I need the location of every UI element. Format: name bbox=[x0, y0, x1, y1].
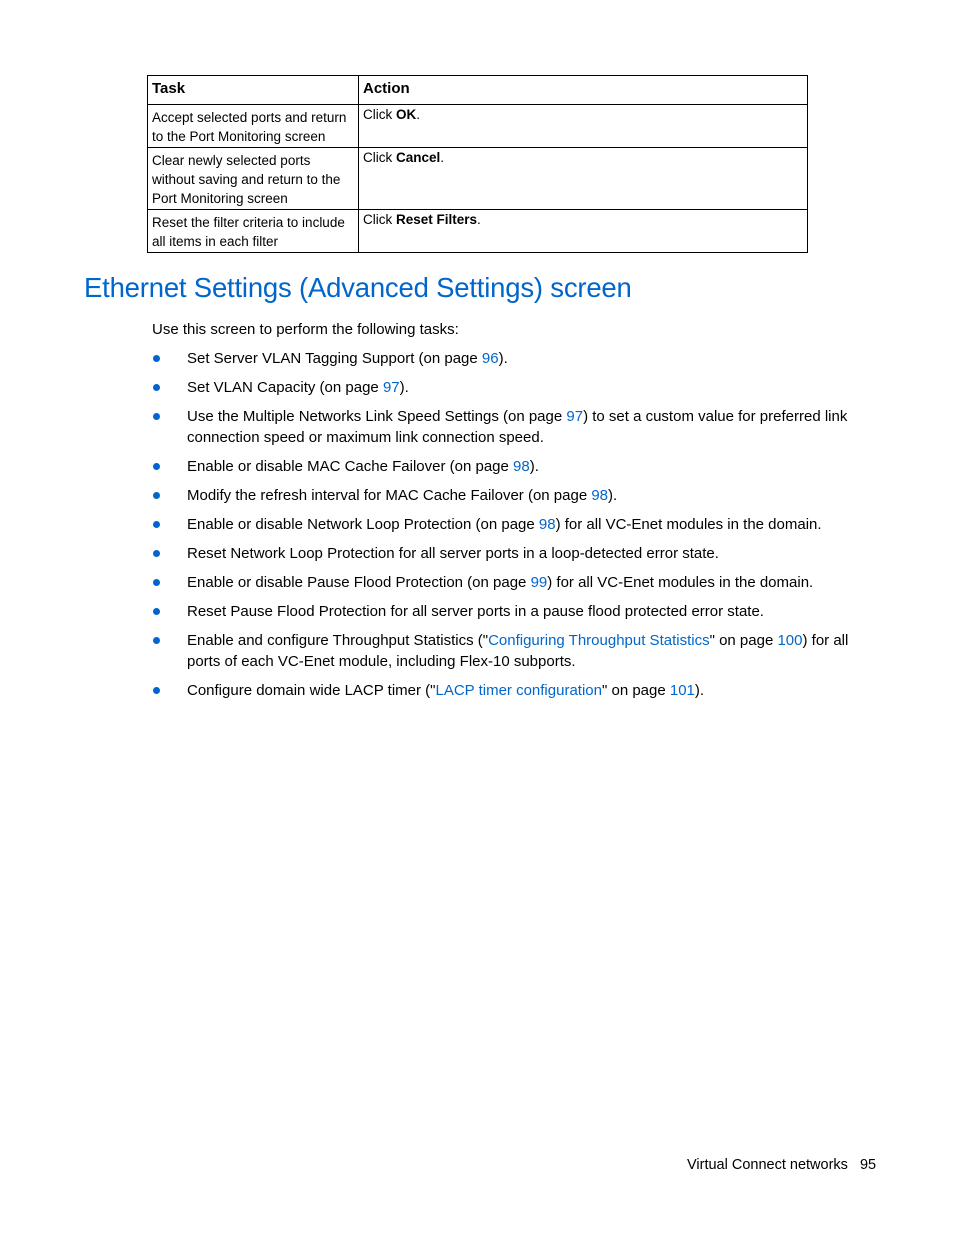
list-item bbox=[152, 680, 872, 701]
table-row bbox=[148, 148, 808, 210]
task-list bbox=[152, 348, 872, 709]
item-text: ) for all VC-Enet modules in the domain. bbox=[555, 516, 822, 533]
list-item bbox=[152, 630, 872, 672]
list-item bbox=[152, 601, 872, 622]
page-link[interactable]: 98 bbox=[591, 487, 609, 504]
item-text: Reset Pause Flood Protection for all server ports in a pause flood protected error state. bbox=[187, 603, 764, 620]
task-cell: Reset the filter criteria to include all items in each filter bbox=[148, 210, 359, 253]
item-text: Modify the refresh interval for MAC Cache Failover (on page bbox=[187, 487, 592, 504]
topic-link[interactable]: LACP timer configuration bbox=[435, 682, 602, 699]
bullet-icon bbox=[153, 550, 160, 557]
bullet-icon bbox=[153, 355, 160, 362]
item-text: Configure domain wide LACP timer (" bbox=[187, 682, 436, 699]
page-link[interactable]: 97 bbox=[566, 408, 584, 425]
item-text: ) for all ports of each VC-Enet module, including Flex-10 subports. bbox=[187, 632, 849, 670]
bullet-icon bbox=[153, 492, 160, 499]
action-button-name: Reset Filters bbox=[396, 212, 478, 227]
page-link[interactable]: 99 bbox=[530, 574, 548, 591]
list-item bbox=[152, 456, 872, 477]
list-item bbox=[152, 572, 872, 593]
task-action-table bbox=[147, 75, 808, 253]
task-cell: Clear newly selected ports without saving and return to the Port Monitoring screen bbox=[148, 148, 359, 210]
item-text: ). bbox=[529, 458, 539, 475]
item-text: Enable or disable Network Loop Protection (on page bbox=[187, 516, 539, 533]
item-text: ). bbox=[608, 487, 618, 504]
page-link[interactable]: 100 bbox=[777, 632, 803, 649]
item-text: Set VLAN Capacity (on page bbox=[187, 379, 383, 396]
bullet-icon bbox=[153, 521, 160, 528]
action-cell bbox=[359, 210, 808, 253]
action-suffix: . bbox=[477, 212, 481, 227]
action-prefix: Click bbox=[363, 212, 396, 227]
table-row bbox=[148, 105, 808, 148]
task-cell: Accept selected ports and return to the Port Monitoring screen bbox=[148, 105, 359, 148]
item-text: " on page bbox=[601, 682, 670, 699]
section-title: Ethernet Settings (Advanced Settings) screen bbox=[84, 272, 632, 303]
item-text: " on page bbox=[709, 632, 778, 649]
page-link[interactable]: 97 bbox=[382, 379, 400, 396]
item-text: Reset Network Loop Protection for all server ports in a loop-detected error state. bbox=[187, 545, 719, 562]
list-item bbox=[152, 485, 872, 506]
action-prefix: Click bbox=[363, 107, 396, 122]
section-intro: Use this screen to perform the following tasks: bbox=[152, 321, 459, 338]
bullet-icon bbox=[153, 608, 160, 615]
list-item bbox=[152, 406, 872, 448]
action-button-name: OK bbox=[396, 107, 417, 122]
item-text: ) for all VC-Enet modules in the domain. bbox=[547, 574, 814, 591]
page-link[interactable]: 96 bbox=[481, 350, 499, 367]
action-button-name: Cancel bbox=[396, 150, 441, 165]
action-cell bbox=[359, 148, 808, 210]
item-text: Use the Multiple Networks Link Speed Settings (on page bbox=[187, 408, 567, 425]
list-item bbox=[152, 348, 872, 369]
action-suffix: . bbox=[440, 150, 445, 165]
bullet-icon bbox=[153, 463, 160, 470]
item-text: Enable and configure Throughput Statistics (" bbox=[187, 632, 489, 649]
item-text: Enable or disable MAC Cache Failover (on page bbox=[187, 458, 514, 475]
page-link[interactable]: 98 bbox=[538, 516, 556, 533]
bullet-icon bbox=[153, 384, 160, 391]
action-prefix: Click bbox=[363, 150, 396, 165]
action-suffix: . bbox=[416, 107, 421, 122]
bullet-icon bbox=[153, 687, 160, 694]
table-header-row bbox=[148, 76, 808, 105]
page-number: 95 bbox=[859, 1157, 877, 1173]
page-link[interactable]: 98 bbox=[513, 458, 530, 475]
list-item bbox=[152, 543, 872, 564]
item-text: Set Server VLAN Tagging Support (on page bbox=[187, 350, 482, 367]
bullet-icon bbox=[153, 413, 160, 420]
page-link[interactable]: 101 bbox=[669, 682, 695, 699]
topic-link[interactable]: Configuring Throughput Statistics bbox=[488, 632, 710, 649]
list-item bbox=[152, 514, 872, 535]
page-footer bbox=[687, 1157, 876, 1173]
item-text: ). bbox=[399, 379, 409, 396]
item-text: ) to set a custom value for preferred link connection speed or maximum link connection speed. bbox=[187, 408, 848, 446]
item-text: ). bbox=[498, 350, 508, 367]
list-item bbox=[152, 377, 872, 398]
column-header-action: Action bbox=[359, 76, 808, 105]
column-header-task: Task bbox=[148, 76, 359, 105]
action-cell bbox=[359, 105, 808, 148]
footer-chapter: Virtual Connect networks bbox=[687, 1157, 848, 1173]
table-row bbox=[148, 210, 808, 253]
item-text: Enable or disable Pause Flood Protection (on page bbox=[187, 574, 531, 591]
item-text: ). bbox=[694, 682, 705, 699]
bullet-icon bbox=[153, 579, 160, 586]
bullet-icon bbox=[153, 637, 160, 644]
